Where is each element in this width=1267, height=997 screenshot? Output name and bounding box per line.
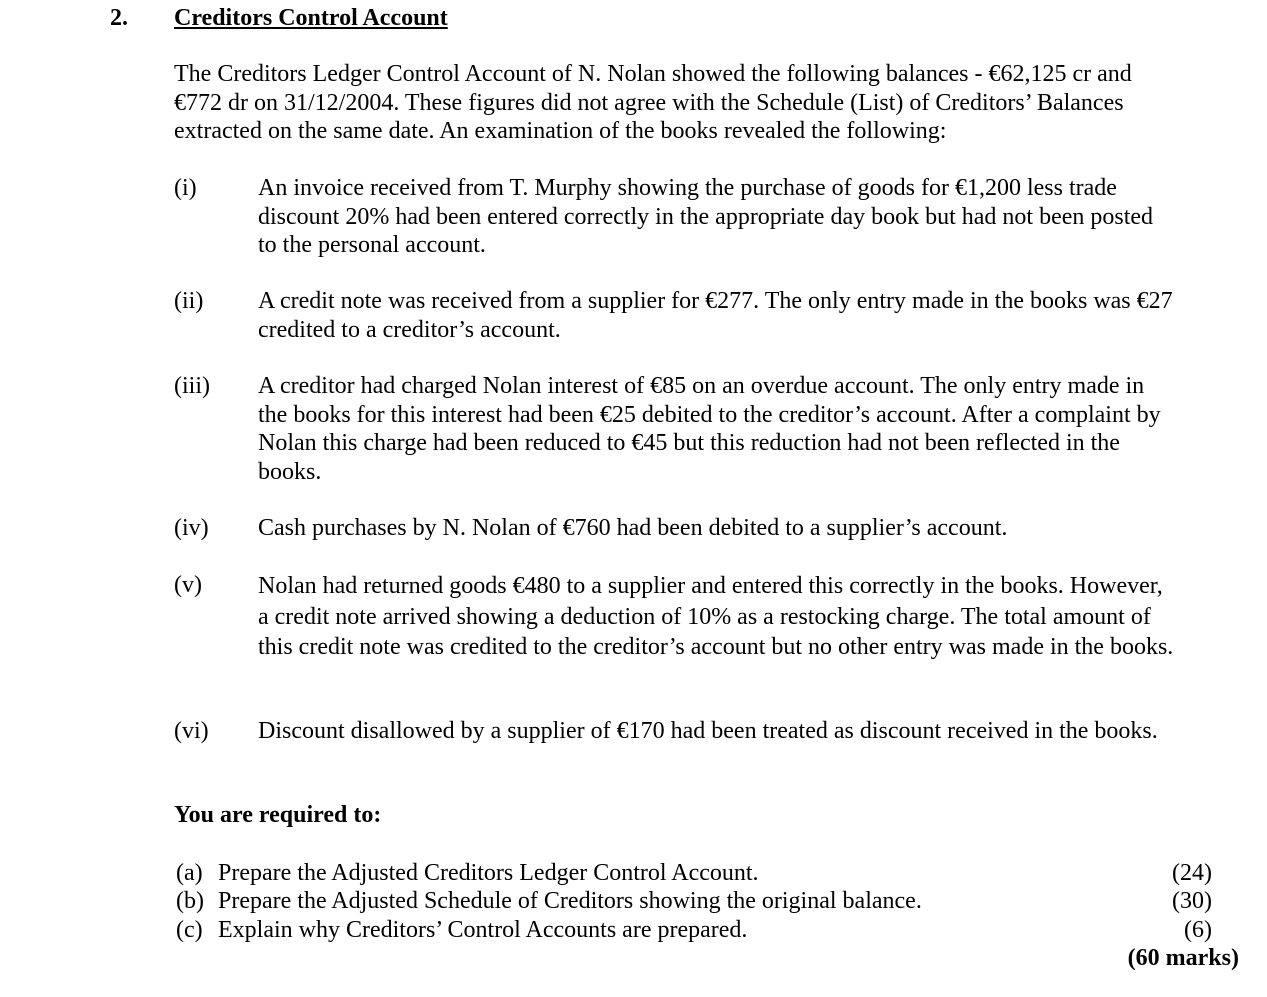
task-marks: (6) (1184, 917, 1212, 943)
task-b (176, 887, 1240, 916)
task-a (176, 859, 1240, 888)
task-marks: (24) (1172, 860, 1212, 886)
item-text: A creditor had charged Nolan interest of €85 on an overdue account. The only entry made in the books for this interest had been €25 debited to the creditor’s account. After a complaint by Nolan this charge had been reduced to €45 but this reduction had not been reflected in the books. (258, 373, 1161, 485)
item-text: Discount disallowed by a supplier of €170 had been treated as discount received in the books. (258, 718, 1158, 744)
item-label: (ii) (174, 288, 204, 314)
item-label: (iii) (174, 373, 210, 399)
total-marks: (60 marks) (1127, 945, 1239, 971)
task-label: (b) (176, 888, 204, 914)
required-heading: You are required to: (174, 802, 382, 828)
intro-paragraph: The Creditors Ledger Control Account of N. Nolan showed the following balances - €62,125 cr and €772 dr on 31/12/2004. These figures did not agree with the Schedule (List) of Creditors’ Balances extracted on the same date. An examination of the books revealed the following: (174, 61, 1132, 144)
task-c (176, 916, 1240, 945)
item-text: Cash purchases by N. Nolan of €760 had been debited to a supplier’s account. (258, 515, 1008, 541)
list-item-vi (174, 717, 1174, 746)
item-text: An invoice received from T. Murphy showing the purchase of goods for €1,200 less trade discount 20% had been entered correctly in the appropriate day book but had not been posted to the personal account. (258, 175, 1154, 258)
task-text: Prepare the Adjusted Schedule of Creditors showing the original balance. (218, 888, 922, 914)
task-text: Explain why Creditors’ Control Accounts are prepared. (218, 917, 748, 943)
list-item-i (174, 174, 1174, 260)
list-item-v (174, 571, 1174, 663)
item-text: Nolan had returned goods €480 to a supplier and entered this correctly in the books. However, a credit note arrived showing a deduction of 10% as a restocking charge. The total amount of this credit note was credited to the creditor’s account but no other entry was made in the books. (258, 573, 1174, 660)
list-item-iv (174, 514, 1174, 543)
item-label: (i) (174, 175, 197, 201)
item-text: A credit note was received from a supplier for €277. The only entry made in the books was €27 credited to a creditor’s account. (258, 288, 1173, 343)
item-label: (v) (174, 572, 202, 598)
task-text: Prepare the Adjusted Creditors Ledger Control Account. (218, 860, 759, 886)
question-number: 2. (110, 5, 128, 31)
list-item-iii (174, 372, 1174, 486)
task-label: (c) (176, 917, 203, 943)
question-title: Creditors Control Account (174, 5, 448, 31)
task-label: (a) (176, 860, 203, 886)
task-marks: (30) (1172, 888, 1212, 914)
item-label: (iv) (174, 515, 209, 541)
item-label: (vi) (174, 718, 209, 744)
list-item-ii (174, 287, 1174, 344)
